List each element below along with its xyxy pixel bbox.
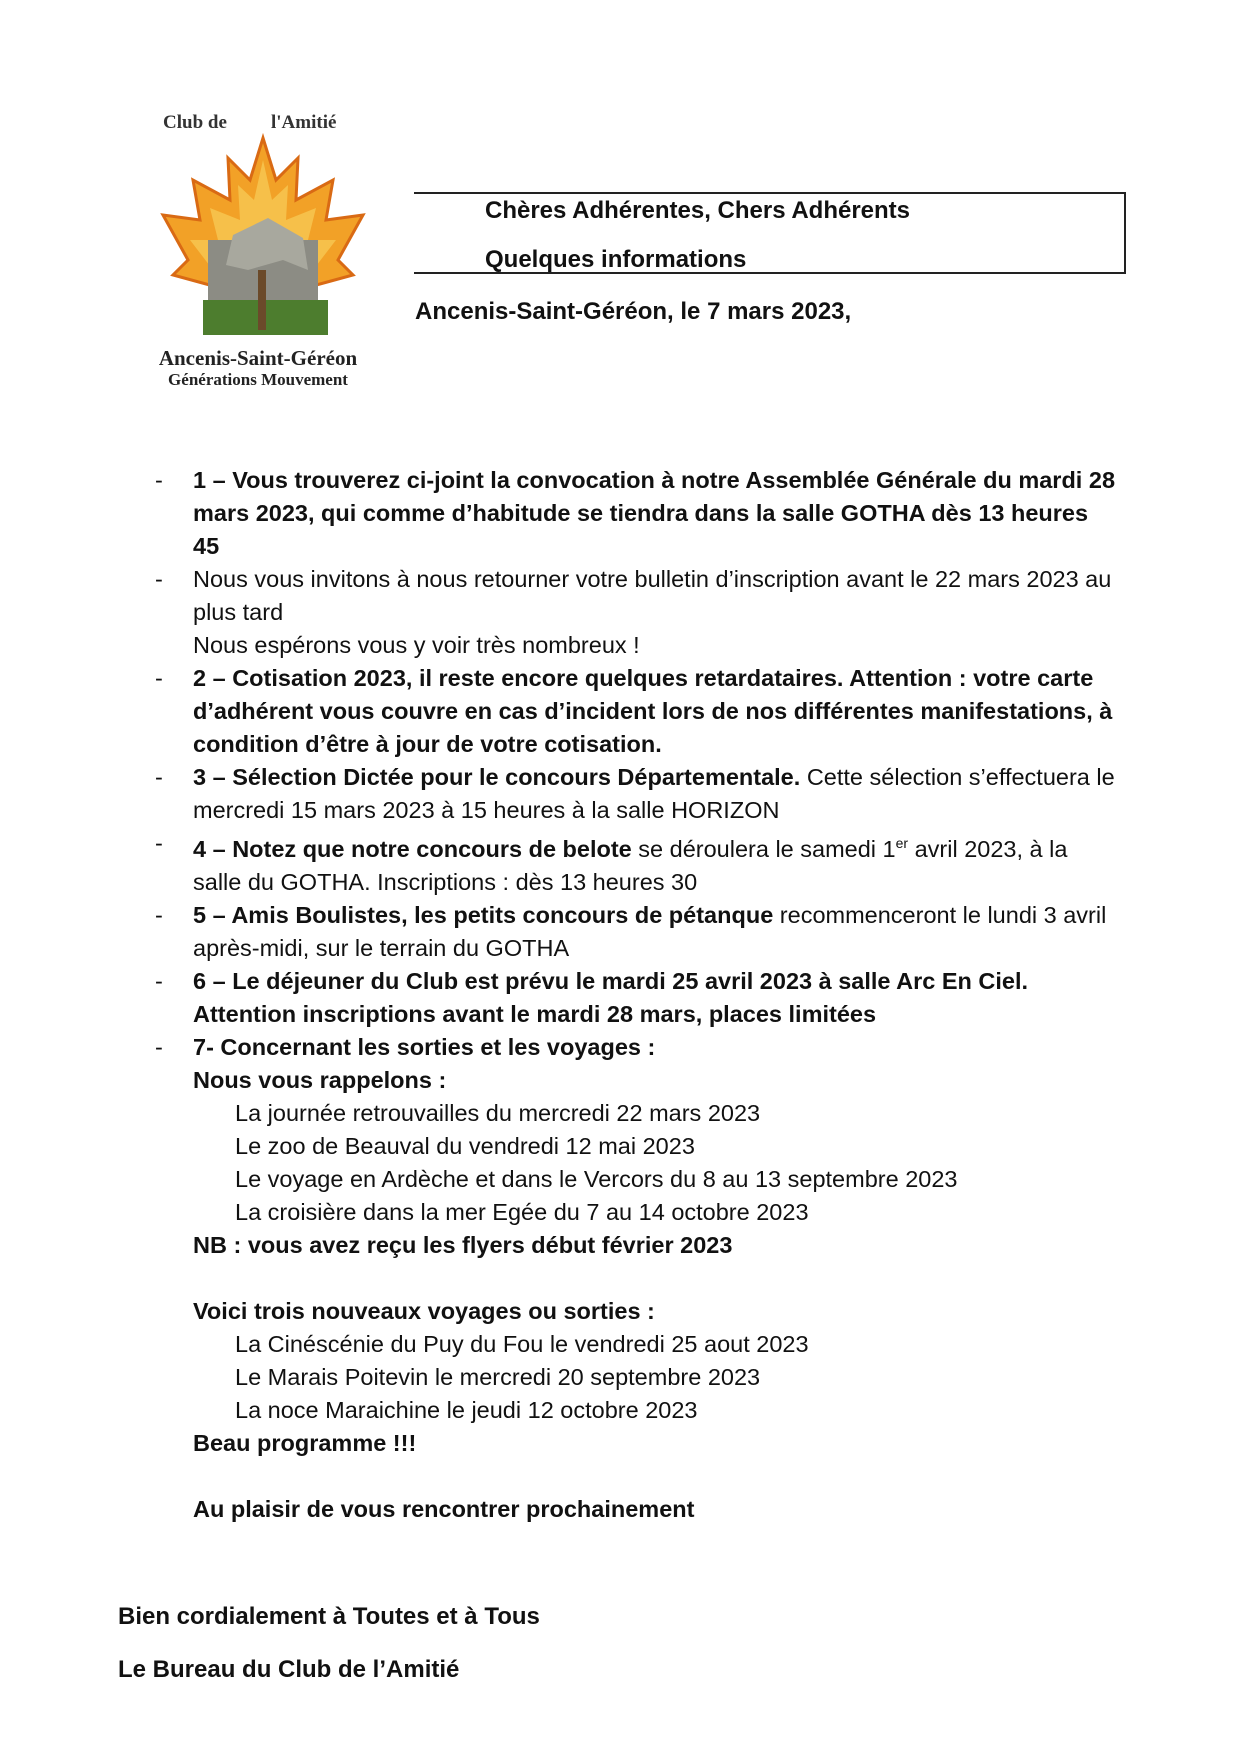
list-dash: - [155, 901, 163, 928]
nb-note: NB : vous avez reçu les flyers début février 2023 [193, 1231, 733, 1258]
trip-line: Le voyage en Ardèche et dans le Vercors du 8 au 13 septembre 2023 [235, 1165, 958, 1192]
item-4-rest1: se déroulera le samedi 1 [631, 835, 896, 862]
item-4-rest2: avril 2023, à la salle du GOTHA. Inscriptions : dès 13 heures 30 [193, 835, 1068, 895]
list-dash: - [155, 665, 163, 691]
item-1-text: 1 – Vous trouverez ci-joint la convocation à notre Assemblée Générale du mardi 28 mars 2023, qui comme d’habitude se tiendra dans la salle GOTHA dès 13 heures 45 [193, 467, 1116, 559]
au-plaisir: Au plaisir de vous rencontrer prochainement [193, 1495, 695, 1522]
item-1c-text: Nous espérons vous y voir très nombreux ! [193, 632, 640, 658]
logo-top-right: l'Amitié [271, 112, 337, 133]
trip-line: La journée retrouvailles du mercredi 22 mars 2023 [235, 1099, 761, 1126]
trip-line: Le zoo de Beauval du vendredi 12 mai 2023 [235, 1132, 695, 1159]
list-item [155, 899, 1115, 965]
trip-line: La croisière dans la mer Egée du 7 au 14 octobre 2023 [235, 1198, 809, 1225]
list-item [155, 761, 1115, 827]
closing-signature: Le Bureau du Club de l’Amitié [118, 1656, 460, 1683]
subject: Quelques informations [485, 246, 747, 273]
beau-programme: Beau programme !!! [193, 1429, 417, 1456]
list-dash: - [155, 967, 163, 994]
list-dash: - [155, 764, 163, 790]
list-item [155, 1031, 1115, 1526]
date-line: Ancenis-Saint-Géréon, le 7 mars 2023, [415, 298, 852, 325]
new-trip-line: Le Marais Poitevin le mercredi 20 septembre 2023 [235, 1363, 761, 1390]
logo-top-left: Club de [163, 112, 227, 133]
list-item [155, 464, 1115, 563]
list-dash: - [155, 467, 163, 493]
item-3-rest: Cette sélection s’effectuera le mercredi 15 mars 2023 à 15 heures à la salle HORIZON [193, 764, 1115, 823]
logo-name: Ancenis-Saint-Géréon [158, 346, 358, 370]
item-4-sup: er [895, 835, 909, 851]
new-trips-title: Voici trois nouveaux voyages ou sorties : [193, 1297, 655, 1324]
list-item [155, 965, 1115, 1031]
list-item [155, 827, 1115, 899]
new-trip-line: La noce Maraichine le jeudi 12 octobre 2023 [235, 1396, 698, 1423]
item-4-bold: 4 – Notez que notre concours de belote [193, 835, 632, 862]
list-dash: - [155, 1033, 163, 1060]
maple-leaf-logo-icon [148, 120, 378, 360]
logo-subtitle: Générations Mouvement [168, 370, 348, 389]
item-7-title: 7- Concernant les sorties et les voyages : [193, 1033, 656, 1060]
closing-greeting: Bien cordialement à Toutes et à Tous [118, 1603, 540, 1630]
item-2-text: 2 – Cotisation 2023, il reste encore quelques retardataires. Attention : votre carte d’adhérent vous couvre en cas d’incident lors de nos différentes manifestations, à condition d’être à jour de votre cotisation. [193, 665, 1113, 757]
spacer [193, 1460, 1115, 1493]
info-list [155, 464, 1115, 1526]
list-dash: - [155, 830, 163, 856]
item-6-text: 6 – Le déjeuner du Club est prévu le mardi 25 avril 2023 à salle Arc En Ciel. Attention inscriptions avant le mardi 28 mars, places limitées [193, 967, 1029, 1027]
new-trip-line: La Cinéscénie du Puy du Fou le vendredi 25 aout 2023 [235, 1330, 809, 1357]
item-5-bold: 5 – Amis Boulistes, les petits concours de pétanque [193, 901, 774, 928]
list-dash: - [155, 566, 163, 592]
item-7-reminder: Nous vous rappelons : [193, 1066, 447, 1093]
item-5-rest: recommenceront le lundi 3 avril après-midi, sur le terrain du GOTHA [193, 901, 1107, 961]
list-item [155, 563, 1115, 662]
list-item [155, 662, 1115, 761]
greeting: Chères Adhérentes, Chers Adhérents [485, 197, 911, 224]
item-1b-text: Nous vous invitons à nous retourner votre bulletin d’inscription avant le 22 mars 2023 au plus tard [193, 566, 1112, 625]
item-3-bold: 3 – Sélection Dictée pour le concours Départementale. [193, 764, 801, 790]
spacer [193, 1262, 1115, 1295]
club-logo [138, 112, 378, 392]
